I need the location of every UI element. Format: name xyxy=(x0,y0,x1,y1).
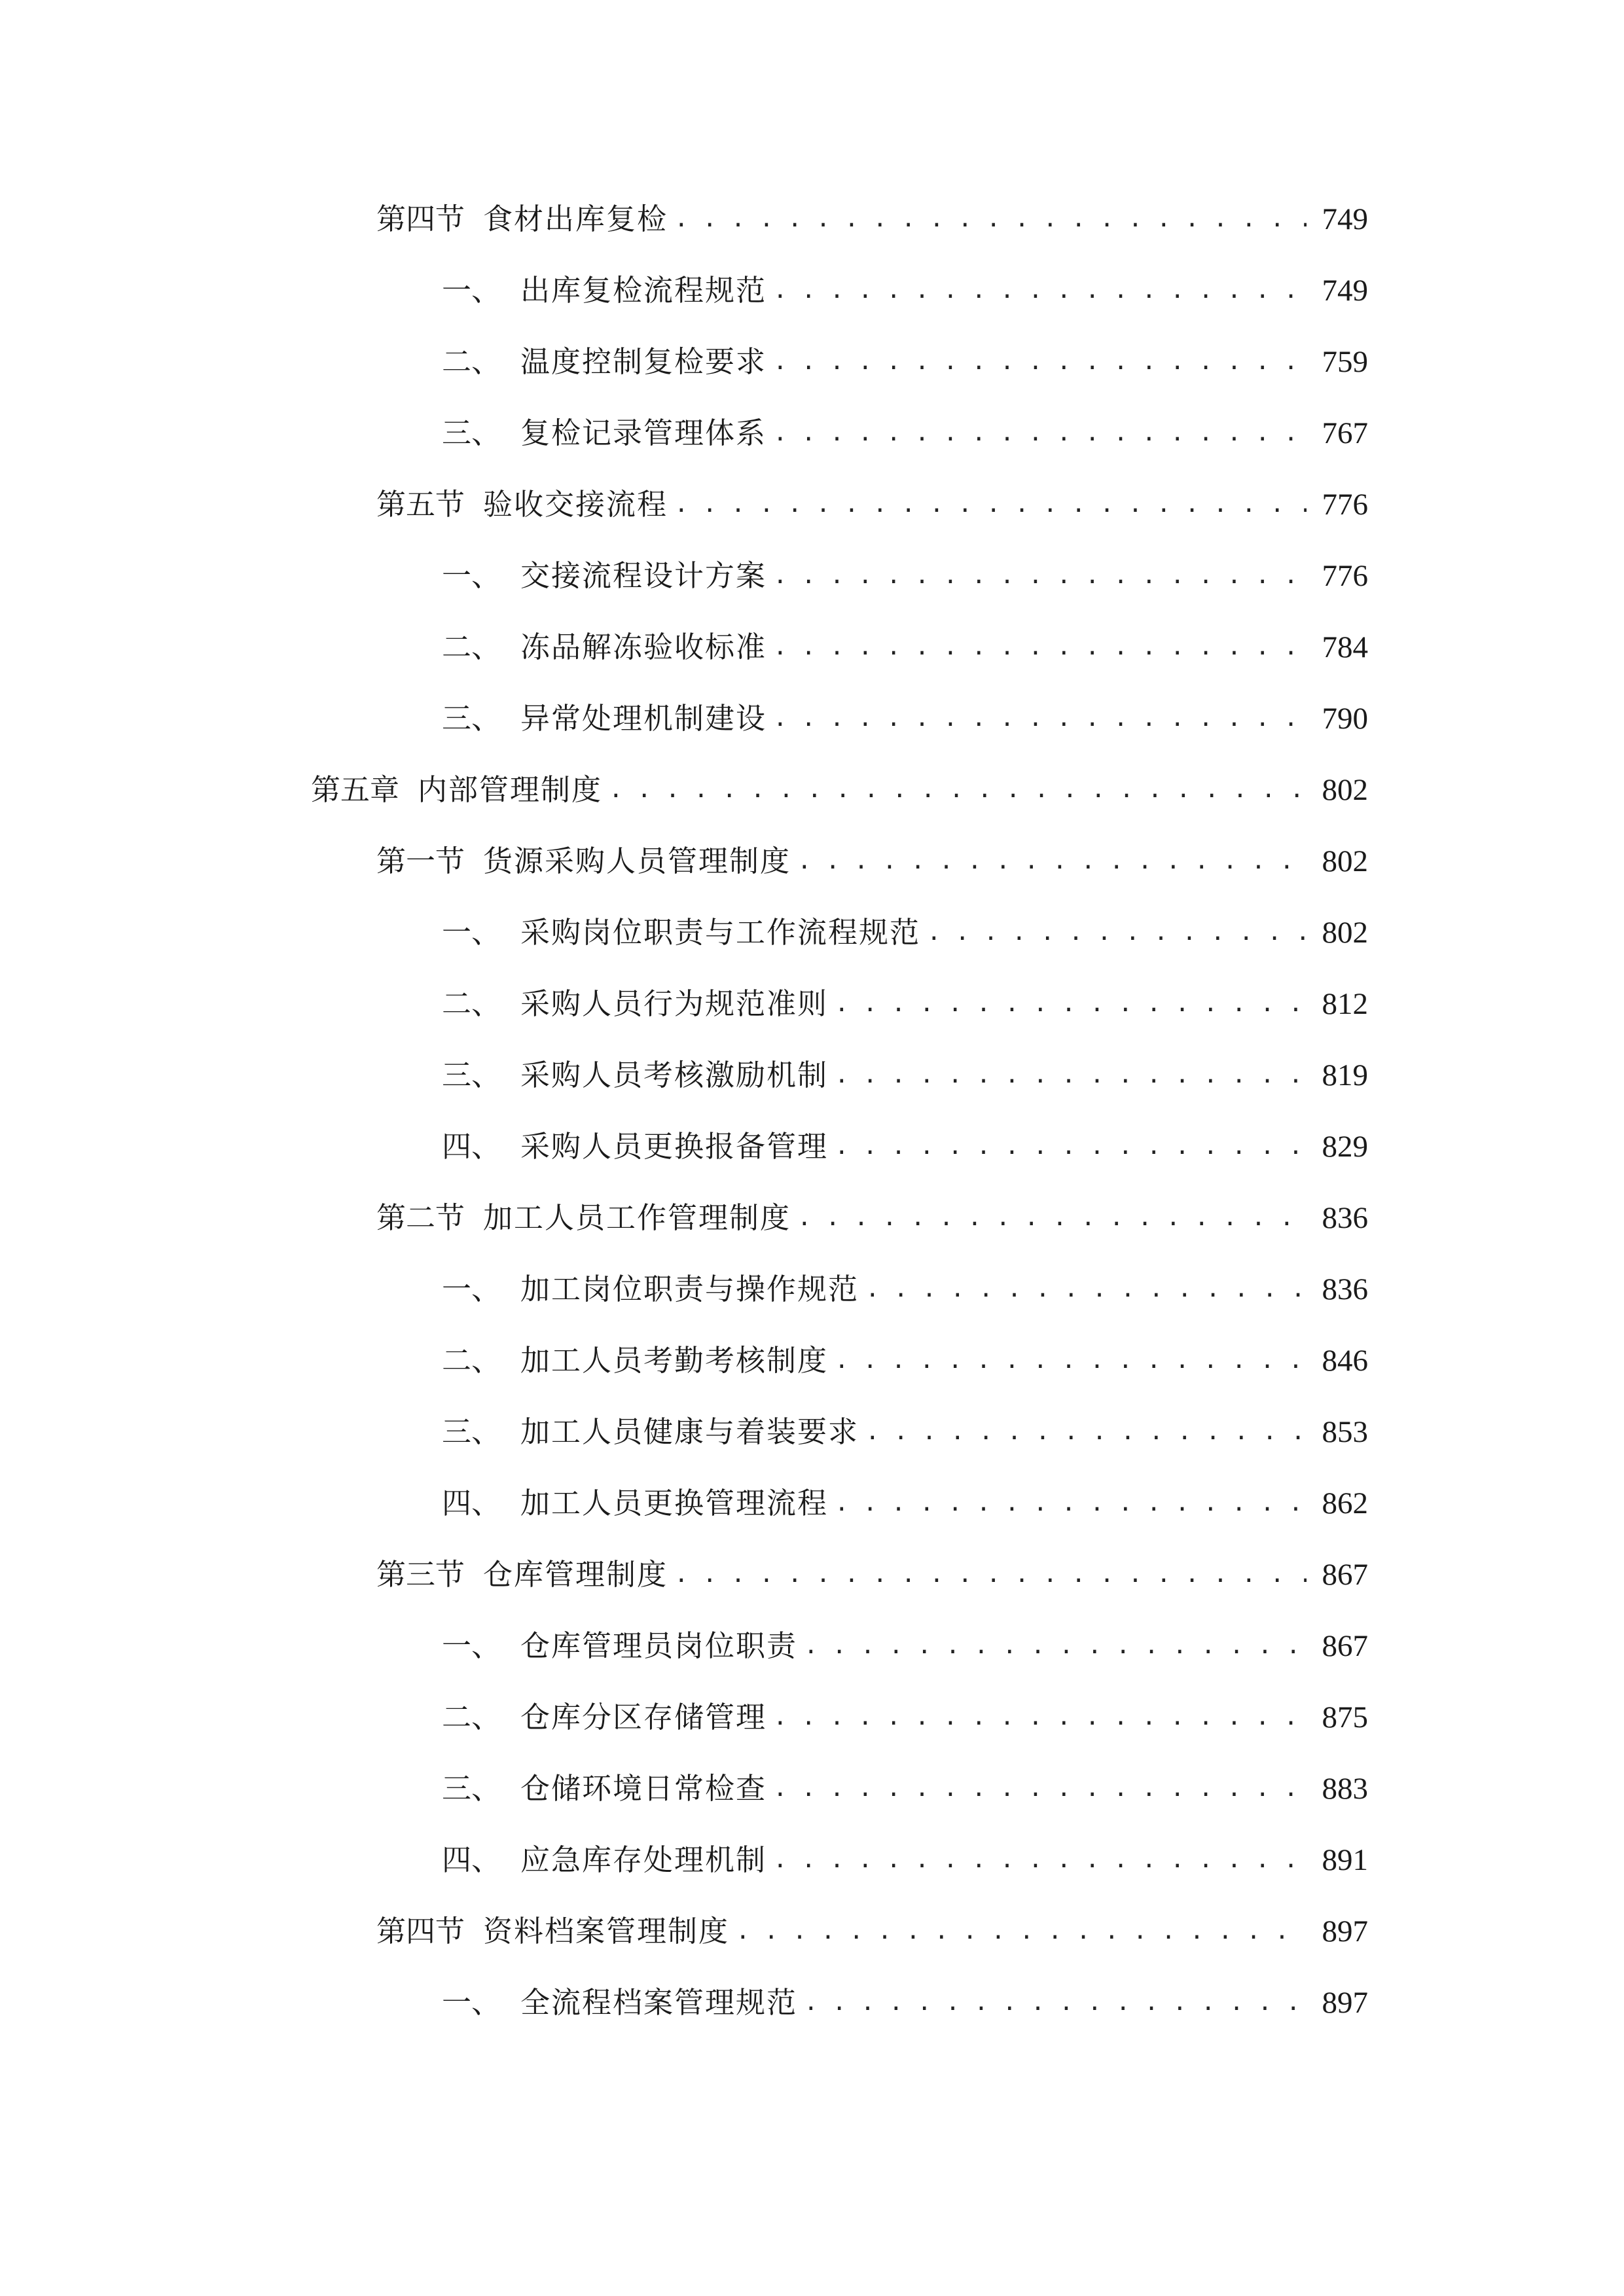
toc-entry-item[interactable] xyxy=(442,906,1368,959)
entry-number: 第四节 xyxy=(376,1914,465,1948)
entry-title: 异常处理机制建设 xyxy=(520,701,767,736)
dot-leader xyxy=(773,550,1307,602)
dot-leader xyxy=(674,1549,1307,1601)
page-number: 749 xyxy=(1322,202,1368,236)
toc-entry-item[interactable] xyxy=(442,1477,1368,1530)
toc-entry-item[interactable] xyxy=(442,264,1368,317)
entry-title: 加工岗位职责与操作规范 xyxy=(520,1272,859,1306)
page-number: 759 xyxy=(1322,345,1368,379)
dot-leader xyxy=(927,906,1307,959)
entry-title: 货源采购人员管理制度 xyxy=(483,844,791,878)
toc-entry-item[interactable] xyxy=(442,1620,1368,1672)
entry-number: 一、 xyxy=(442,273,501,308)
toc-entry-item[interactable] xyxy=(442,1691,1368,1744)
toc-entry-item[interactable] xyxy=(442,1049,1368,1102)
entry-title: 仓储环境日常检查 xyxy=(520,1771,767,1806)
entry-title: 加工人员更换管理流程 xyxy=(520,1486,829,1520)
entry-title: 验收交接流程 xyxy=(483,487,668,522)
entry-number: 二、 xyxy=(442,1700,501,1734)
dot-leader xyxy=(609,764,1307,816)
dot-leader xyxy=(797,1192,1307,1244)
toc-entry-item[interactable] xyxy=(442,692,1368,745)
page-number: 776 xyxy=(1322,488,1368,522)
page-number: 749 xyxy=(1322,274,1368,308)
entry-number: 三、 xyxy=(442,1058,501,1092)
entry-number: 一、 xyxy=(442,915,501,950)
entry-title: 仓库管理制度 xyxy=(483,1557,668,1592)
dot-leader xyxy=(804,1620,1307,1672)
entry-number: 四、 xyxy=(442,1129,501,1164)
toc-entry-item[interactable] xyxy=(442,1263,1368,1316)
dot-leader xyxy=(835,1477,1307,1530)
entry-number: 二、 xyxy=(442,1343,501,1378)
dot-leader xyxy=(835,1335,1307,1387)
entry-number: 一、 xyxy=(442,558,501,593)
toc-entry-item[interactable] xyxy=(442,1834,1368,1886)
dot-leader xyxy=(835,1121,1307,1173)
entry-title: 全流程档案管理规范 xyxy=(520,1985,798,2020)
page-number: 829 xyxy=(1322,1130,1368,1164)
page-number: 802 xyxy=(1322,773,1368,807)
toc-entry-item[interactable] xyxy=(442,978,1368,1030)
entry-number: 一、 xyxy=(442,1985,501,2020)
page-number: 867 xyxy=(1322,1629,1368,1663)
toc-entry-section[interactable] xyxy=(376,478,1368,531)
toc-entry-item[interactable] xyxy=(442,550,1368,602)
toc-entry-chapter[interactable] xyxy=(311,764,1368,816)
dot-leader xyxy=(773,336,1307,388)
toc-entry-item[interactable] xyxy=(442,407,1368,459)
page-number: 853 xyxy=(1322,1415,1368,1449)
toc-entry-section[interactable] xyxy=(376,1192,1368,1244)
page-number: 862 xyxy=(1322,1486,1368,1520)
page-number: 836 xyxy=(1322,1201,1368,1235)
entry-number: 三、 xyxy=(442,1414,501,1449)
toc-entry-item[interactable] xyxy=(442,336,1368,388)
toc-entry-item[interactable] xyxy=(442,1335,1368,1387)
page-number: 819 xyxy=(1322,1058,1368,1092)
entry-number: 四、 xyxy=(442,1486,501,1520)
entry-title: 采购人员更换报备管理 xyxy=(520,1129,829,1164)
toc-entry-section[interactable] xyxy=(376,193,1368,245)
toc-entry-section[interactable] xyxy=(376,1549,1368,1601)
toc-entry-item[interactable] xyxy=(442,1406,1368,1458)
page-number: 846 xyxy=(1322,1344,1368,1378)
entry-title: 出库复检流程规范 xyxy=(520,273,767,308)
dot-leader xyxy=(835,978,1307,1030)
dot-leader xyxy=(736,1905,1307,1958)
entry-number: 三、 xyxy=(442,701,501,736)
entry-number: 第五章 xyxy=(311,772,400,807)
dot-leader xyxy=(865,1406,1307,1458)
entry-number: 三、 xyxy=(442,416,501,450)
dot-leader xyxy=(835,1049,1307,1102)
dot-leader xyxy=(773,692,1307,745)
entry-number: 第三节 xyxy=(376,1557,465,1592)
page-number: 802 xyxy=(1322,844,1368,878)
entry-number: 一、 xyxy=(442,1272,501,1306)
dot-leader xyxy=(773,1691,1307,1744)
page-number: 836 xyxy=(1322,1272,1368,1306)
toc-entry-item[interactable] xyxy=(442,1977,1368,2029)
dot-leader xyxy=(773,621,1307,673)
page-number: 784 xyxy=(1322,630,1368,664)
entry-title: 仓库管理员岗位职责 xyxy=(520,1628,798,1663)
page-number: 891 xyxy=(1322,1843,1368,1877)
page-number: 883 xyxy=(1322,1772,1368,1806)
page-number: 812 xyxy=(1322,987,1368,1021)
entry-number: 一、 xyxy=(442,1628,501,1663)
entry-number: 二、 xyxy=(442,344,501,379)
entry-title: 冻品解冻验收标准 xyxy=(520,630,767,664)
entry-title: 采购人员行为规范准则 xyxy=(520,986,829,1021)
page-number: 897 xyxy=(1322,1914,1368,1948)
dot-leader xyxy=(674,478,1307,531)
entry-number: 第四节 xyxy=(376,202,465,236)
entry-title: 食材出库复检 xyxy=(483,202,668,236)
entry-number: 第二节 xyxy=(376,1200,465,1235)
entry-number: 第一节 xyxy=(376,844,465,878)
entry-title: 交接流程设计方案 xyxy=(520,558,767,593)
entry-title: 采购人员考核激励机制 xyxy=(520,1058,829,1092)
entry-number: 二、 xyxy=(442,986,501,1021)
page-number: 802 xyxy=(1322,916,1368,950)
page-number: 867 xyxy=(1322,1558,1368,1592)
dot-leader xyxy=(773,1763,1307,1815)
page-number: 897 xyxy=(1322,1986,1368,2020)
entry-title: 加工人员健康与着装要求 xyxy=(520,1414,859,1449)
entry-number: 三、 xyxy=(442,1771,501,1806)
entry-number: 第五节 xyxy=(376,487,465,522)
entry-number: 二、 xyxy=(442,630,501,664)
toc-entry-section[interactable] xyxy=(376,1905,1368,1958)
dot-leader xyxy=(804,1977,1307,2029)
toc-entry-item[interactable] xyxy=(442,1121,1368,1173)
toc-entry-section[interactable] xyxy=(376,835,1368,888)
page-number: 875 xyxy=(1322,1700,1368,1734)
page-number: 767 xyxy=(1322,416,1368,450)
page-number: 776 xyxy=(1322,559,1368,593)
entry-title: 采购岗位职责与工作流程规范 xyxy=(520,915,921,950)
page-number: 790 xyxy=(1322,702,1368,736)
dot-leader xyxy=(797,835,1307,888)
entry-title: 加工人员考勤考核制度 xyxy=(520,1343,829,1378)
dot-leader xyxy=(674,193,1307,245)
toc-entry-item[interactable] xyxy=(442,1763,1368,1815)
dot-leader xyxy=(773,1834,1307,1886)
entry-title: 复检记录管理体系 xyxy=(520,416,767,450)
entry-number: 四、 xyxy=(442,1842,501,1877)
entry-title: 内部管理制度 xyxy=(418,772,603,807)
entry-title: 加工人员工作管理制度 xyxy=(483,1200,791,1235)
entry-title: 温度控制复检要求 xyxy=(520,344,767,379)
entry-title: 应急库存处理机制 xyxy=(520,1842,767,1877)
entry-title: 仓库分区存储管理 xyxy=(520,1700,767,1734)
dot-leader xyxy=(773,264,1307,317)
toc-entry-item[interactable] xyxy=(442,621,1368,673)
entry-title: 资料档案管理制度 xyxy=(483,1914,730,1948)
dot-leader xyxy=(865,1263,1307,1316)
dot-leader xyxy=(773,407,1307,459)
